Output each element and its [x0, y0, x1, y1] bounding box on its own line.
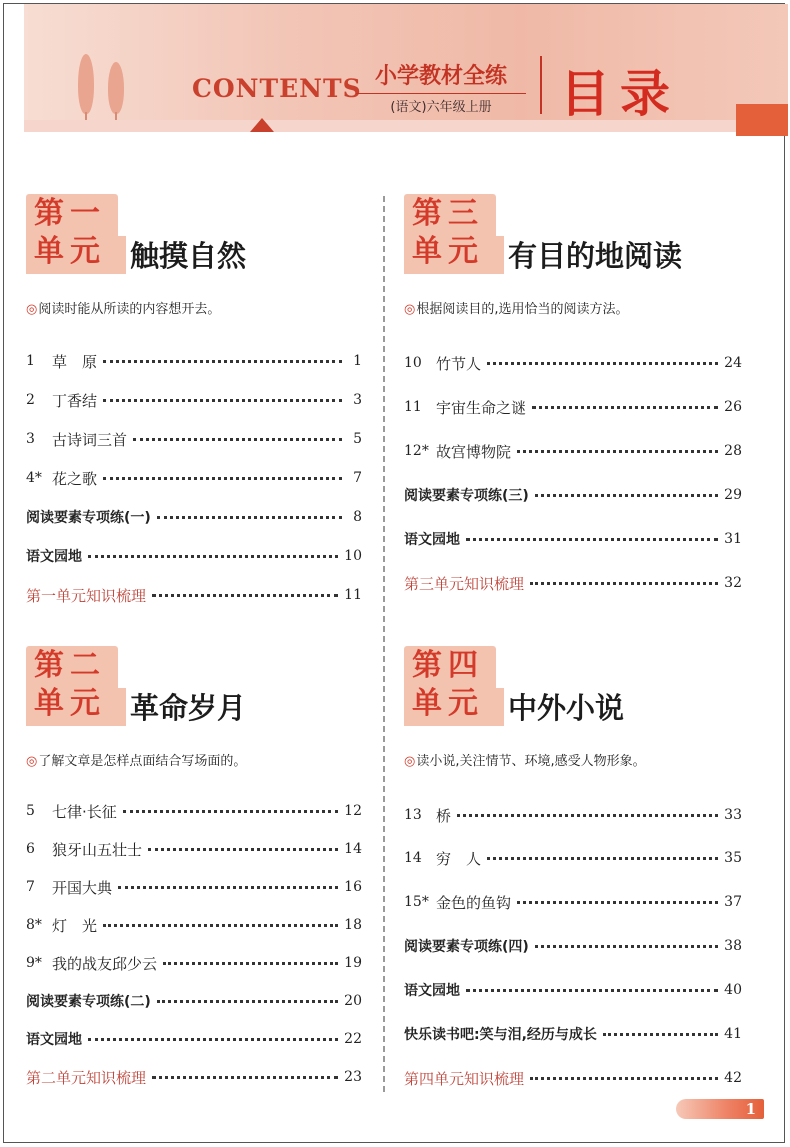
leader-dots — [88, 1038, 338, 1041]
contents-word: CONTENTS — [192, 74, 362, 103]
toc-item-number: 6 — [26, 841, 35, 857]
toc-item-page: 10 — [344, 548, 362, 564]
leader-dots — [487, 362, 718, 365]
goal-bullet-icon: ◎ — [26, 302, 38, 317]
toc-item-page: 32 — [724, 575, 742, 591]
toc-item[interactable] — [404, 847, 742, 869]
leader-dots — [530, 582, 718, 585]
unit-title: 中外小说 — [508, 691, 625, 725]
toc-item-number: 5 — [26, 803, 35, 819]
toc-item-title: 第二单元知识梳理 — [26, 1068, 147, 1087]
leader-dots — [603, 1033, 718, 1036]
toc-item-page: 29 — [724, 487, 742, 503]
unit-badge-line2: 单元 — [34, 686, 106, 721]
unit-badge-line1: 第二 — [34, 648, 106, 683]
toc-item[interactable] — [404, 440, 742, 462]
toc-item[interactable] — [26, 1028, 362, 1050]
toc-item-number: 15* — [404, 894, 429, 910]
column-divider — [383, 196, 385, 1092]
toc-item-page: 1 — [353, 353, 362, 369]
toc-item-title: 灯 光 — [52, 916, 98, 935]
toc-item[interactable] — [26, 545, 362, 567]
unit-badge-line2: 单元 — [34, 234, 106, 269]
toc-item[interactable] — [404, 804, 742, 826]
toc-item-page: 16 — [344, 879, 362, 895]
toc-item-title: 第一单元知识梳理 — [26, 586, 147, 605]
leader-dots — [148, 848, 338, 851]
leader-dots — [157, 1000, 338, 1003]
leader-dots — [103, 924, 338, 927]
toc-item-number: 3 — [26, 431, 35, 447]
series-subtitle: (语文)六年级上册 — [390, 100, 492, 115]
unit-badge — [26, 194, 118, 274]
page-number-tab — [676, 1099, 764, 1119]
toc-item-page: 12 — [344, 803, 362, 819]
leader-dots — [532, 406, 718, 409]
unit-goal — [26, 298, 220, 317]
toc-item-page: 20 — [344, 993, 362, 1009]
toc-item[interactable] — [404, 891, 742, 913]
toc-item[interactable] — [26, 952, 362, 974]
toc-item-review[interactable] — [404, 572, 742, 594]
toc-item[interactable] — [404, 1023, 742, 1045]
leader-dots — [535, 945, 718, 948]
toc-item-page: 41 — [724, 1026, 742, 1042]
toc-item-page: 22 — [344, 1031, 362, 1047]
toc-item-number: 1 — [26, 353, 35, 369]
toc-item[interactable] — [404, 979, 742, 1001]
unit-goal — [26, 750, 246, 769]
triangle-marker-icon — [250, 118, 274, 132]
toc-item-title: 我的战友邱少云 — [52, 954, 158, 973]
toc-item-title: 语文园地 — [404, 983, 460, 999]
toc-item-page: 33 — [724, 807, 742, 823]
toc-item-page: 37 — [724, 894, 742, 910]
toc-item[interactable] — [26, 389, 362, 411]
page-number: 1 — [745, 1100, 756, 1118]
toc-item-review[interactable] — [404, 1067, 742, 1089]
unit-title: 革命岁月 — [130, 691, 247, 725]
toc-item-page: 18 — [344, 917, 362, 933]
toc-item-page: 40 — [724, 982, 742, 998]
toc-item-page: 28 — [724, 443, 742, 459]
toc-item[interactable] — [26, 914, 362, 936]
leader-dots — [103, 360, 342, 363]
toc-item-title: 古诗词三首 — [52, 430, 128, 449]
unit-badge-line1: 第一 — [34, 196, 106, 231]
toc-item-title: 草 原 — [52, 352, 98, 371]
leader-dots — [517, 450, 718, 453]
toc-item-title: 第三单元知识梳理 — [404, 574, 525, 593]
toc-item-review[interactable] — [26, 1066, 362, 1088]
toc-item-title: 语文园地 — [26, 549, 82, 565]
leader-dots — [123, 810, 338, 813]
toc-item-page: 24 — [724, 355, 742, 371]
toc-item-title: 花之歌 — [52, 469, 98, 488]
goal-bullet-icon: ◎ — [404, 302, 416, 317]
toc-item-number: 13 — [404, 807, 422, 823]
toc-item[interactable] — [26, 350, 362, 372]
toc-item-title: 快乐读书吧:笑与泪,经历与成长 — [404, 1027, 597, 1043]
toc-item-title: 七律·长征 — [52, 802, 117, 821]
toc-item[interactable] — [404, 352, 742, 374]
unit-badge-line1: 第四 — [412, 648, 484, 683]
header-banner — [24, 4, 788, 132]
series-title: 小学教材全练 — [356, 59, 526, 94]
leader-dots — [466, 538, 718, 541]
unit-goal — [404, 750, 646, 769]
toc-item-title: 语文园地 — [404, 532, 460, 548]
toc-item-page: 23 — [344, 1069, 362, 1085]
toc-item-title: 竹节人 — [436, 354, 482, 373]
toc-item-number: 2 — [26, 392, 35, 408]
leader-dots — [530, 1077, 718, 1080]
toc-item-page: 14 — [344, 841, 362, 857]
unit-goal-text: 读小说,关注情节、环境,感受人物形象。 — [416, 754, 646, 769]
toc-item[interactable] — [404, 528, 742, 550]
toc-item-number: 4* — [26, 470, 42, 486]
leader-dots — [466, 989, 718, 992]
toc-item-title: 狼牙山五壮士 — [52, 840, 143, 859]
leader-dots — [157, 516, 342, 519]
toc-item[interactable] — [26, 428, 362, 450]
toc-item-title: 故宫博物院 — [436, 442, 512, 461]
toc-item-title: 穷 人 — [436, 849, 482, 868]
toc-item-page: 3 — [353, 392, 362, 408]
tree-illustration — [108, 62, 124, 114]
toc-item[interactable] — [26, 876, 362, 898]
page-title: 目录 — [560, 65, 680, 123]
unit-title: 触摸自然 — [130, 239, 247, 273]
toc-item-number: 7 — [26, 879, 35, 895]
unit-badge-line2: 单元 — [412, 234, 484, 269]
leader-dots — [88, 555, 338, 558]
leader-dots — [535, 494, 718, 497]
toc-item-review[interactable] — [26, 584, 362, 606]
toc-item-page: 8 — [353, 509, 362, 525]
leader-dots — [163, 962, 338, 965]
toc-item-title: 阅读要素专项练(一) — [26, 510, 151, 526]
toc-item[interactable] — [404, 935, 742, 957]
toc-item[interactable] — [26, 800, 362, 822]
toc-item-page: 35 — [724, 850, 742, 866]
toc-item-page: 38 — [724, 938, 742, 954]
toc-item-title: 第四单元知识梳理 — [404, 1069, 525, 1088]
leader-dots — [103, 477, 342, 480]
toc-item-page: 26 — [724, 399, 742, 415]
unit-badge-line1: 第三 — [412, 196, 484, 231]
toc-item-page: 31 — [724, 531, 742, 547]
unit-goal-text: 了解文章是怎样点面结合写场面的。 — [38, 754, 247, 769]
toc-item-page: 5 — [353, 431, 362, 447]
header-divider — [540, 56, 542, 114]
toc-item-page: 19 — [344, 955, 362, 971]
toc-item-title: 丁香结 — [52, 391, 98, 410]
toc-item-page: 11 — [344, 587, 362, 603]
unit-goal — [404, 298, 628, 317]
toc-item-title: 开国大典 — [52, 878, 113, 897]
toc-item-number: 10 — [404, 355, 422, 371]
toc-item[interactable] — [404, 396, 742, 418]
leader-dots — [457, 814, 718, 817]
toc-item-number: 8* — [26, 917, 42, 933]
toc-item-title: 阅读要素专项练(三) — [404, 488, 529, 504]
unit-badge — [404, 646, 496, 726]
toc-item-number: 12* — [404, 443, 429, 459]
leader-dots — [118, 886, 338, 889]
leader-dots — [133, 438, 342, 441]
unit-goal-text: 根据阅读目的,选用恰当的阅读方法。 — [416, 302, 629, 317]
unit-badge-line2: 单元 — [412, 686, 484, 721]
toc-item-number: 9* — [26, 955, 42, 971]
leader-dots — [517, 901, 718, 904]
toc-item-number: 14 — [404, 850, 422, 866]
toc-item-title: 桥 — [436, 806, 452, 825]
header-accent-block — [736, 104, 788, 136]
toc-item-title: 阅读要素专项练(四) — [404, 939, 529, 955]
toc-item[interactable] — [26, 990, 362, 1012]
unit-goal-text: 阅读时能从所读的内容想开去。 — [38, 302, 221, 317]
toc-item-page: 42 — [724, 1070, 742, 1086]
goal-bullet-icon: ◎ — [404, 754, 416, 769]
goal-bullet-icon: ◎ — [26, 754, 38, 769]
toc-item[interactable] — [26, 838, 362, 860]
toc-item[interactable] — [26, 506, 362, 528]
unit-title: 有目的地阅读 — [508, 239, 683, 273]
toc-item-page: 7 — [353, 470, 362, 486]
unit-badge — [404, 194, 496, 274]
toc-item-title: 宇宙生命之谜 — [436, 398, 527, 417]
tree-illustration — [78, 54, 94, 114]
toc-item[interactable] — [26, 467, 362, 489]
toc-item-title: 金色的鱼钩 — [436, 893, 512, 912]
leader-dots — [152, 1076, 338, 1079]
leader-dots — [487, 857, 718, 860]
toc-item-title: 阅读要素专项练(二) — [26, 994, 151, 1010]
unit-badge — [26, 646, 118, 726]
toc-item[interactable] — [404, 484, 742, 506]
toc-item-number: 11 — [404, 399, 422, 415]
leader-dots — [152, 594, 338, 597]
toc-item-title: 语文园地 — [26, 1032, 82, 1048]
leader-dots — [103, 399, 342, 402]
